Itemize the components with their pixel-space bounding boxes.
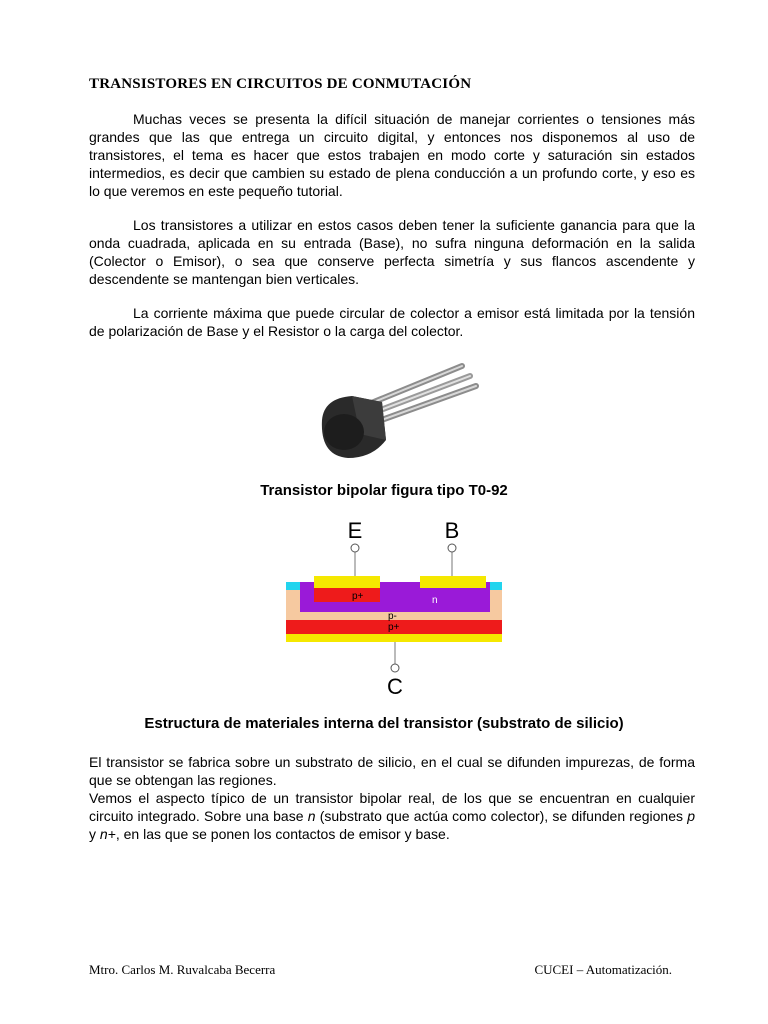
footer-department: CUCEI – Automatización. (534, 962, 672, 977)
p-minus-label: p- (388, 611, 397, 622)
n-label: n (432, 595, 438, 606)
paragraph-intro: Muchas veces se presenta la difícil situación de manejar corrientes o tensiones más grandes que las que entrega un circuito digital, y entonces nos disponemos al uso de transistores, el tema es hacer que estos trabajen en modo corte y saturación sin estados intermedios, es decir que cambien su estado de plena conducción a un profundo corte, y eso es lo que veremos en este pequeño tutorial. (89, 111, 695, 199)
paragraph-max-current: La corriente máxima que puede circular de colector a emisor está limitada por la tensión de polarización de Base y el Resistor o la carga del colector. (89, 305, 695, 339)
collector-label: C (387, 674, 403, 698)
p-plus-label: p+ (352, 591, 364, 602)
transistor-photo (312, 358, 502, 470)
p-plus-substrate-label: p+ (388, 622, 400, 633)
photo-caption: Transistor bipolar figura tipo T0-92 (260, 482, 508, 499)
base-label: B (444, 518, 460, 543)
emitter-label: E (347, 518, 363, 543)
paragraph-fabrication: El transistor se fabrica sobre un substrato de silicio, en el cual se difunden impurezas, de forma que se obtengan las regiones. Vemos el aspecto típico de un transistor bipolar real, de los que se encuentran en cualquier circuito integrado. Sobre una base n (substrato que actúa como colector), se difunden regiones p y n+, en las que se ponen los contactos de emisor y base. (89, 754, 696, 842)
footer-author: Mtro. Carlos M. Ruvalcaba Becerra (89, 962, 276, 977)
page-title: TRANSISTORES EN CIRCUITOS DE CONMUTACIÓN (89, 76, 472, 92)
structure-caption: Estructura de materiales interna del transistor (substrato de silicio) (144, 715, 624, 732)
paragraph-gain: Los transistores a utilizar en estos casos deben tener la suficiente ganancia para que la onda cuadrada, aplicada en su entrada (Base), no sufra ninguna deformación en la salida (Colector o Emisor), o sea que conserve perfecta simetría y sus flancos ascendente y descendente se mantengan bien verticales. (89, 217, 695, 287)
transistor-structure-diagram (280, 518, 510, 698)
